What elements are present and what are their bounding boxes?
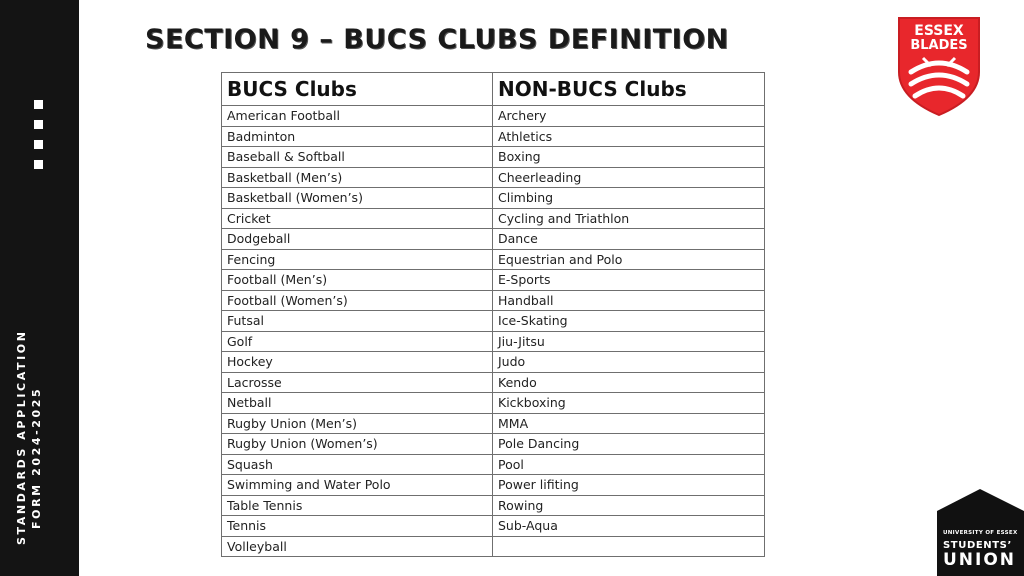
sidebar-vertical-title	[14, 329, 44, 545]
non-bucs-club-cell: Archery	[493, 106, 765, 127]
badge-line3: UNION	[943, 550, 1017, 570]
table-row	[222, 147, 765, 168]
bucs-club-cell: Volleyball	[222, 536, 493, 557]
header-bucs-clubs: BUCS Clubs	[222, 73, 493, 106]
bucs-club-cell: Futsal	[222, 311, 493, 332]
bucs-club-cell: Tennis	[222, 516, 493, 537]
table-row	[222, 331, 765, 352]
table-row	[222, 434, 765, 455]
table-row	[222, 290, 765, 311]
logo-line2: BLADES	[910, 38, 968, 53]
sidebar	[0, 0, 79, 576]
non-bucs-club-cell: Cheerleading	[493, 167, 765, 188]
non-bucs-club-cell	[493, 536, 765, 557]
bucs-club-cell: American Football	[222, 106, 493, 127]
non-bucs-club-cell: Equestrian and Polo	[493, 249, 765, 270]
table-row	[222, 311, 765, 332]
table-row	[222, 352, 765, 373]
bucs-club-cell: Rugby Union (Women’s)	[222, 434, 493, 455]
non-bucs-club-cell: Kendo	[493, 372, 765, 393]
table-row	[222, 270, 765, 291]
page-title: SECTION 9 – BUCS CLUBS DEFINITION	[145, 24, 729, 55]
bucs-club-cell: Netball	[222, 393, 493, 414]
logo-roof-icon	[937, 489, 1024, 511]
badge-line2: STUDENTS’	[943, 540, 1012, 551]
badge-line1: UNIVERSITY OF ESSEX	[943, 530, 1018, 536]
non-bucs-club-cell: Cycling and Triathlon	[493, 208, 765, 229]
bucs-club-cell: Rugby Union (Men’s)	[222, 413, 493, 434]
menu-dots-icon	[34, 100, 44, 180]
bucs-club-cell: Golf	[222, 331, 493, 352]
bucs-club-cell: Baseball & Softball	[222, 147, 493, 168]
bucs-club-cell: Dodgeball	[222, 229, 493, 250]
clubs-table	[221, 72, 765, 557]
table-row	[222, 454, 765, 475]
table-row	[222, 208, 765, 229]
non-bucs-club-cell: Pool	[493, 454, 765, 475]
table-row	[222, 126, 765, 147]
table-row	[222, 413, 765, 434]
header-non-bucs-clubs: NON-BUCS Clubs	[493, 73, 765, 106]
non-bucs-club-cell: Jiu-Jitsu	[493, 331, 765, 352]
non-bucs-club-cell: Athletics	[493, 126, 765, 147]
non-bucs-club-cell: Sub-Aqua	[493, 516, 765, 537]
non-bucs-club-cell: MMA	[493, 413, 765, 434]
non-bucs-club-cell: Rowing	[493, 495, 765, 516]
sidebar-title-line2: FORM 2024-2025	[30, 386, 43, 529]
table-row	[222, 167, 765, 188]
bucs-club-cell: Football (Men’s)	[222, 270, 493, 291]
non-bucs-club-cell: Climbing	[493, 188, 765, 209]
table-row	[222, 495, 765, 516]
non-bucs-club-cell: Boxing	[493, 147, 765, 168]
bucs-club-cell: Fencing	[222, 249, 493, 270]
bucs-club-cell: Hockey	[222, 352, 493, 373]
non-bucs-club-cell: Ice-Skating	[493, 311, 765, 332]
table-row	[222, 475, 765, 496]
essex-blades-logo-icon	[893, 14, 985, 118]
table-row	[222, 516, 765, 537]
table-row	[222, 536, 765, 557]
non-bucs-club-cell: Judo	[493, 352, 765, 373]
bucs-club-cell: Basketball (Women’s)	[222, 188, 493, 209]
bucs-club-cell: Lacrosse	[222, 372, 493, 393]
non-bucs-club-cell: Power lifiting	[493, 475, 765, 496]
non-bucs-club-cell: E-Sports	[493, 270, 765, 291]
bucs-club-cell: Football (Women’s)	[222, 290, 493, 311]
table-header-row	[222, 73, 765, 106]
logo-line1: ESSEX	[914, 23, 964, 39]
bucs-club-cell: Squash	[222, 454, 493, 475]
non-bucs-club-cell: Dance	[493, 229, 765, 250]
table-row	[222, 106, 765, 127]
bucs-club-cell: Badminton	[222, 126, 493, 147]
table-row	[222, 372, 765, 393]
table-row	[222, 393, 765, 414]
non-bucs-club-cell: Handball	[493, 290, 765, 311]
bucs-club-cell: Table Tennis	[222, 495, 493, 516]
non-bucs-club-cell: Kickboxing	[493, 393, 765, 414]
bucs-club-cell: Basketball (Men’s)	[222, 167, 493, 188]
table-row	[222, 229, 765, 250]
non-bucs-club-cell: Pole Dancing	[493, 434, 765, 455]
bucs-club-cell: Swimming and Water Polo	[222, 475, 493, 496]
students-union-logo	[937, 489, 1024, 576]
bucs-club-cell: Cricket	[222, 208, 493, 229]
table-row	[222, 188, 765, 209]
sidebar-title-line1: STANDARDS APPLICATION	[15, 329, 28, 545]
table-row	[222, 249, 765, 270]
